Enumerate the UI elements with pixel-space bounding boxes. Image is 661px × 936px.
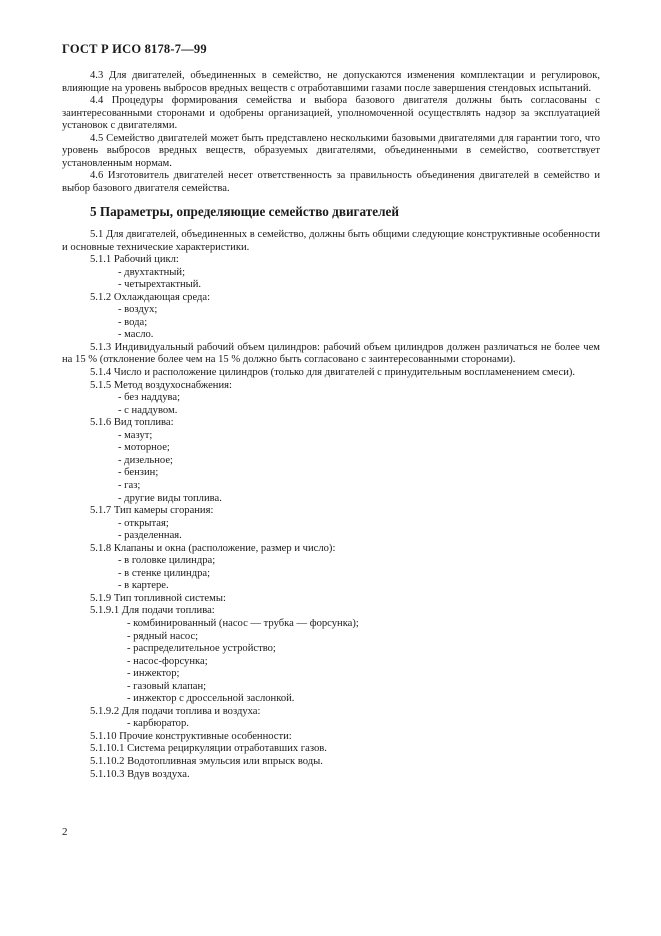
item-5-1-1-title: 5.1.1 Рабочий цикл: xyxy=(90,254,179,266)
list-item: - рядный насос; xyxy=(127,630,199,642)
item-5-1-5-title: 5.1.5 Метод воздухоснабжения: xyxy=(90,379,232,391)
item-5-1-7-title: 5.1.7 Тип камеры сгорания: xyxy=(90,505,214,517)
list-item: - газовый клапан; xyxy=(127,680,207,692)
list-item: - разделенная. xyxy=(118,530,182,542)
paragraph-5-1-3: 5.1.3 Индивидуальный рабочий объем цилиндров: рабочий объем цилиндров должен различаться не более чем на 15 % (отклонение более чем на 15 % должно быть согласовано с заинтересованными сторонами). xyxy=(62,341,600,366)
list-item: - бензин; xyxy=(118,467,159,479)
list-item: - газ; xyxy=(118,479,141,491)
paragraph-4-3: 4.3 Для двигателей, объединенных в семейство, не допускаются изменения комплектации и регулировок, влияющие на уровень выбросов вредных веществ с отработавшими газами после завершения стендовых испытаний. xyxy=(62,70,600,94)
section-heading: 5 Параметры, определяющие семейство двигателей xyxy=(90,204,399,220)
list-item: - вода; xyxy=(118,316,148,328)
item-5-1-10-3: 5.1.10.3 Вдув воздуха. xyxy=(90,768,190,780)
list-item: - дизельное; xyxy=(118,454,173,466)
paragraph-5-1-4: 5.1.4 Число и расположение цилиндров (только для двигателей с принудительным воспламенением смеси). xyxy=(90,367,576,379)
list-item: - с наддувом. xyxy=(118,404,178,416)
list-item: - карбюратор. xyxy=(127,718,189,730)
item-5-1-10-1: 5.1.10.1 Система рециркуляции отработавших газов. xyxy=(90,743,327,755)
list-item: - без наддува; xyxy=(118,392,181,404)
item-5-1-9-title: 5.1.9 Тип топливной системы: xyxy=(90,592,226,604)
item-5-1-8-title: 5.1.8 Клапаны и окна (расположение, размер и число): xyxy=(90,542,336,554)
item-5-1-10-2: 5.1.10.2 Водотопливная эмульсия или впрыск воды. xyxy=(90,755,323,767)
paragraph-4-4: 4.4 Процедуры формирования семейства и выбора базового двигателя должны быть согласованы с заинтересованными сторонами и одобрены организацией, уполномоченной осуществлять надзор за эксплуатацией установок с двигателями. xyxy=(62,95,600,132)
list-item: - распределительное устройство; xyxy=(127,643,276,655)
list-item: - четырехтактный. xyxy=(118,279,202,291)
list-item: - воздух; xyxy=(118,304,158,316)
list-item: - в головке цилиндра; xyxy=(118,555,216,567)
list-item: - масло. xyxy=(118,329,154,341)
list-item: - инжектор с дроссельной заслонкой. xyxy=(127,693,295,705)
list-item: - моторное; xyxy=(118,442,170,454)
document-header: ГОСТ Р ИСО 8178-7—99 xyxy=(62,42,207,56)
item-5-1-6-title: 5.1.6 Вид топлива: xyxy=(90,417,174,429)
item-5-1-9-2-title: 5.1.9.2 Для подачи топлива и воздуха: xyxy=(90,705,261,717)
item-5-1-9-1-title: 5.1.9.1 Для подачи топлива: xyxy=(90,605,215,617)
list-item: - другие виды топлива. xyxy=(118,492,222,504)
item-5-1-10-title: 5.1.10 Прочие конструктивные особенности: xyxy=(90,730,292,742)
list-item: - насос-форсунка; xyxy=(127,655,208,667)
paragraph-4-6: 4.6 Изготовитель двигателей несет ответственность за правильность объединения двигателей в семейство и выбор базового двигателя семейства. xyxy=(62,170,600,194)
item-5-1-2-title: 5.1.2 Охлаждающая среда: xyxy=(90,291,211,303)
list-item: - инжектор; xyxy=(127,668,180,680)
list-item: - в стенке цилиндра; xyxy=(118,567,211,579)
page-number: 2 xyxy=(62,826,68,838)
list-item: - открытая; xyxy=(118,517,169,529)
paragraph-4-5: 4.5 Семейство двигателей может быть представлено несколькими базовыми двигателями для гарантии того, что уровень выбросов вредных веществ, образуемых двигателями, объединенными в семейство, соответствует установленным нормам. xyxy=(62,132,600,169)
list-item: - мазут; xyxy=(118,429,153,441)
list-item: - двухтактный; xyxy=(118,266,186,278)
document-body xyxy=(62,70,600,781)
list-item: - комбинированный (насос — трубка — форсунка); xyxy=(127,617,359,629)
list-item: - в картере. xyxy=(118,580,169,592)
paragraph-5-1: 5.1 Для двигателей, объединенных в семейство, должны быть общими следующие конструктивные особенности и основные технические характеристики. xyxy=(62,229,600,253)
